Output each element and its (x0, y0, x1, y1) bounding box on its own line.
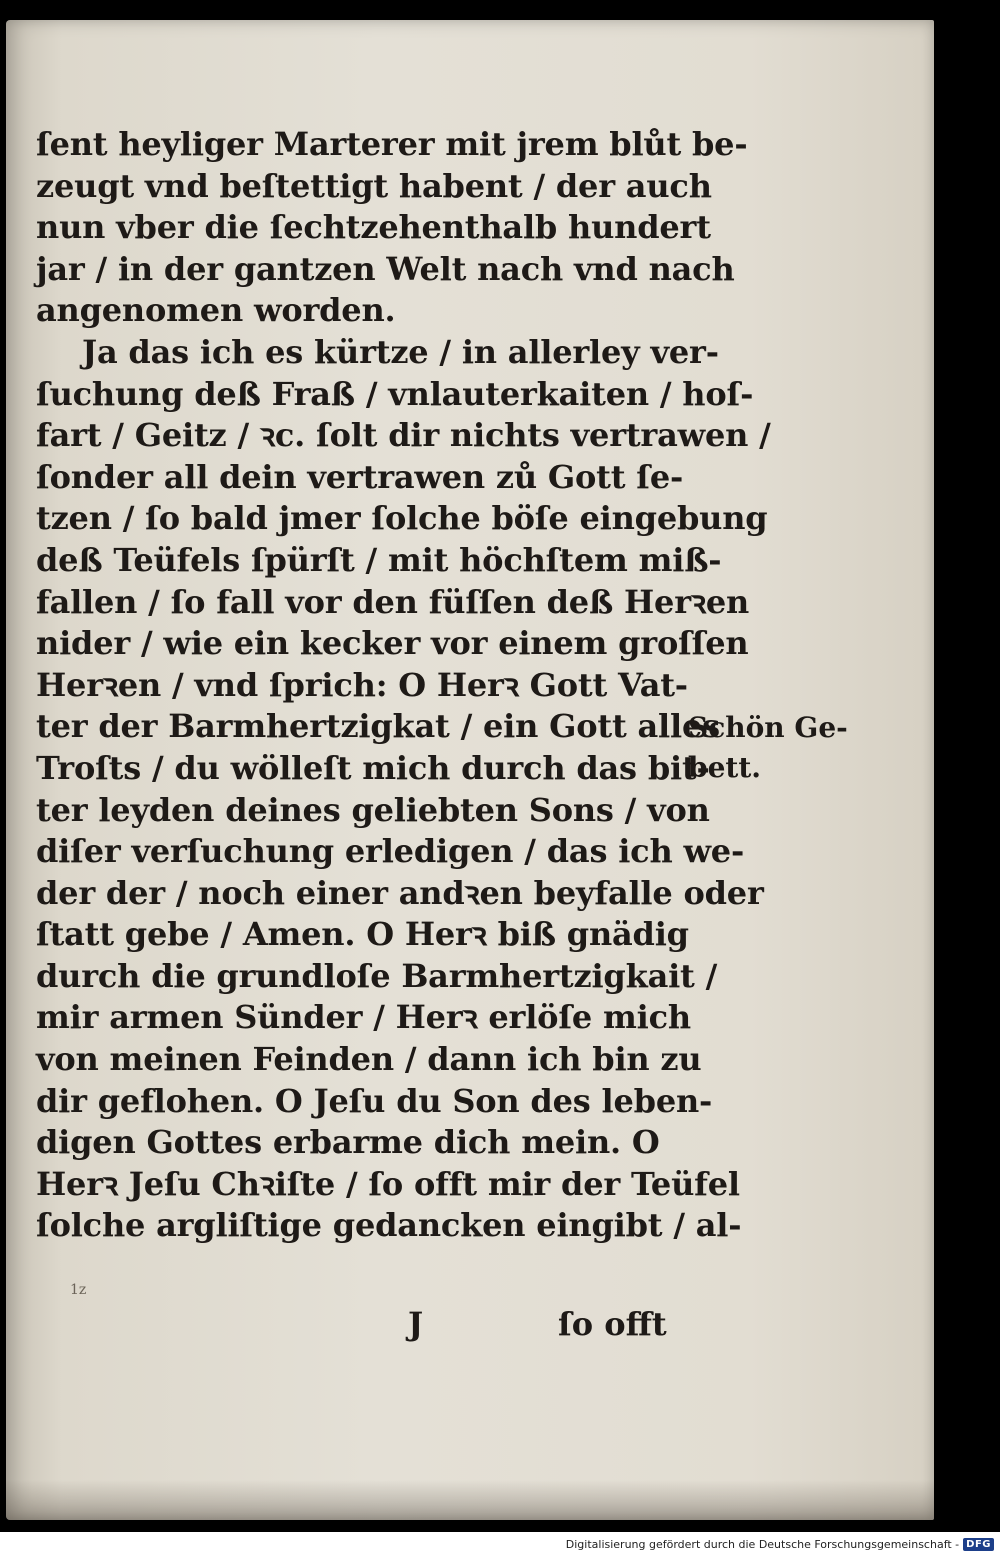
marginal-note-line: Schön Ge- (688, 711, 848, 744)
dfg-logo-icon: DFG (963, 1538, 994, 1551)
text-line: nider / wie ein kecker vor einem groſſen (36, 624, 749, 663)
text-line: von meinen Feinden / dann ich bin zu (36, 1040, 702, 1079)
text-line: digen Gottes erbarme dich mein. O (36, 1123, 660, 1162)
text-line: dir geflohen. O Jeſu du Son des leben- (36, 1081, 713, 1120)
text-line: ter der Barmhertzigkat / ein Gott alles (36, 707, 720, 746)
text-line: der der / noch einer andꝛen beyfalle oder (36, 873, 764, 912)
text-line: jar / in der gantzen Welt nach vnd nach (36, 249, 735, 288)
text-line: angenomen worden. (36, 291, 396, 330)
text-line: Herꝛen / vnd ſprich: O Herꝛ Gott Vat- (36, 665, 688, 704)
footer-credit: Digitalisierung gefördert durch die Deutsche Forschungsgemeinschaft - (565, 1537, 960, 1551)
text-line: tzen / ſo bald jmer ſolche böſe eingebung (36, 499, 768, 538)
text-line: fallen / ſo fall vor den füſſen deß Herꝛen (36, 582, 750, 621)
text-line: diſer verſuchung erledigen / das ich we- (36, 832, 745, 871)
text-line: Troſts / du wölleſt mich durch das bit- (36, 748, 710, 787)
text-line: ſolche argliſtige gedancken eingibt / al- (36, 1206, 742, 1245)
text-line: durch die grundloſe Barmhertzigkait / (36, 956, 718, 995)
signature-mark: J (408, 1305, 424, 1343)
text-line: nun vber die ſechtzehenthalb hundert (36, 208, 711, 247)
marginal-note (688, 708, 888, 788)
text-line: deß Teüfels ſpürſt / mit höchſtem miß- (36, 540, 722, 579)
text-line: Ja das ich es kürtze / in allerley ver- (82, 332, 719, 371)
text-line: Herꝛ Jeſu Chꝛiſte / ſo offt mir der Teüfel (36, 1164, 740, 1203)
book-page (6, 20, 934, 1520)
text-line: ſtatt gebe / Amen. O Herꝛ biß gnädig (36, 915, 689, 954)
catchword: ſo offt (558, 1305, 667, 1343)
text-line: ſuchung deß Fraß / vnlauterkaiten / hoſ- (36, 374, 754, 413)
text-line: ſent heyliger Marterer mit jrem blůt be- (36, 125, 748, 163)
marginal-note-line: bett. (688, 751, 762, 784)
footer-bar (0, 1532, 1000, 1556)
text-line: zeugt vnd beſtettigt habent / der auch (36, 166, 712, 205)
text-line: ter leyden deines geliebten Sons / von (36, 790, 710, 829)
text-line: fart / Geitz / ꝛc. ſolt dir nichts vertrawen / (36, 416, 771, 455)
text-line: ſonder all dein vertrawen zů Gott ſe- (36, 457, 684, 496)
page-mark: 1z (70, 1282, 87, 1298)
text-line: mir armen Sünder / Herꝛ erlöſe mich (36, 998, 691, 1037)
